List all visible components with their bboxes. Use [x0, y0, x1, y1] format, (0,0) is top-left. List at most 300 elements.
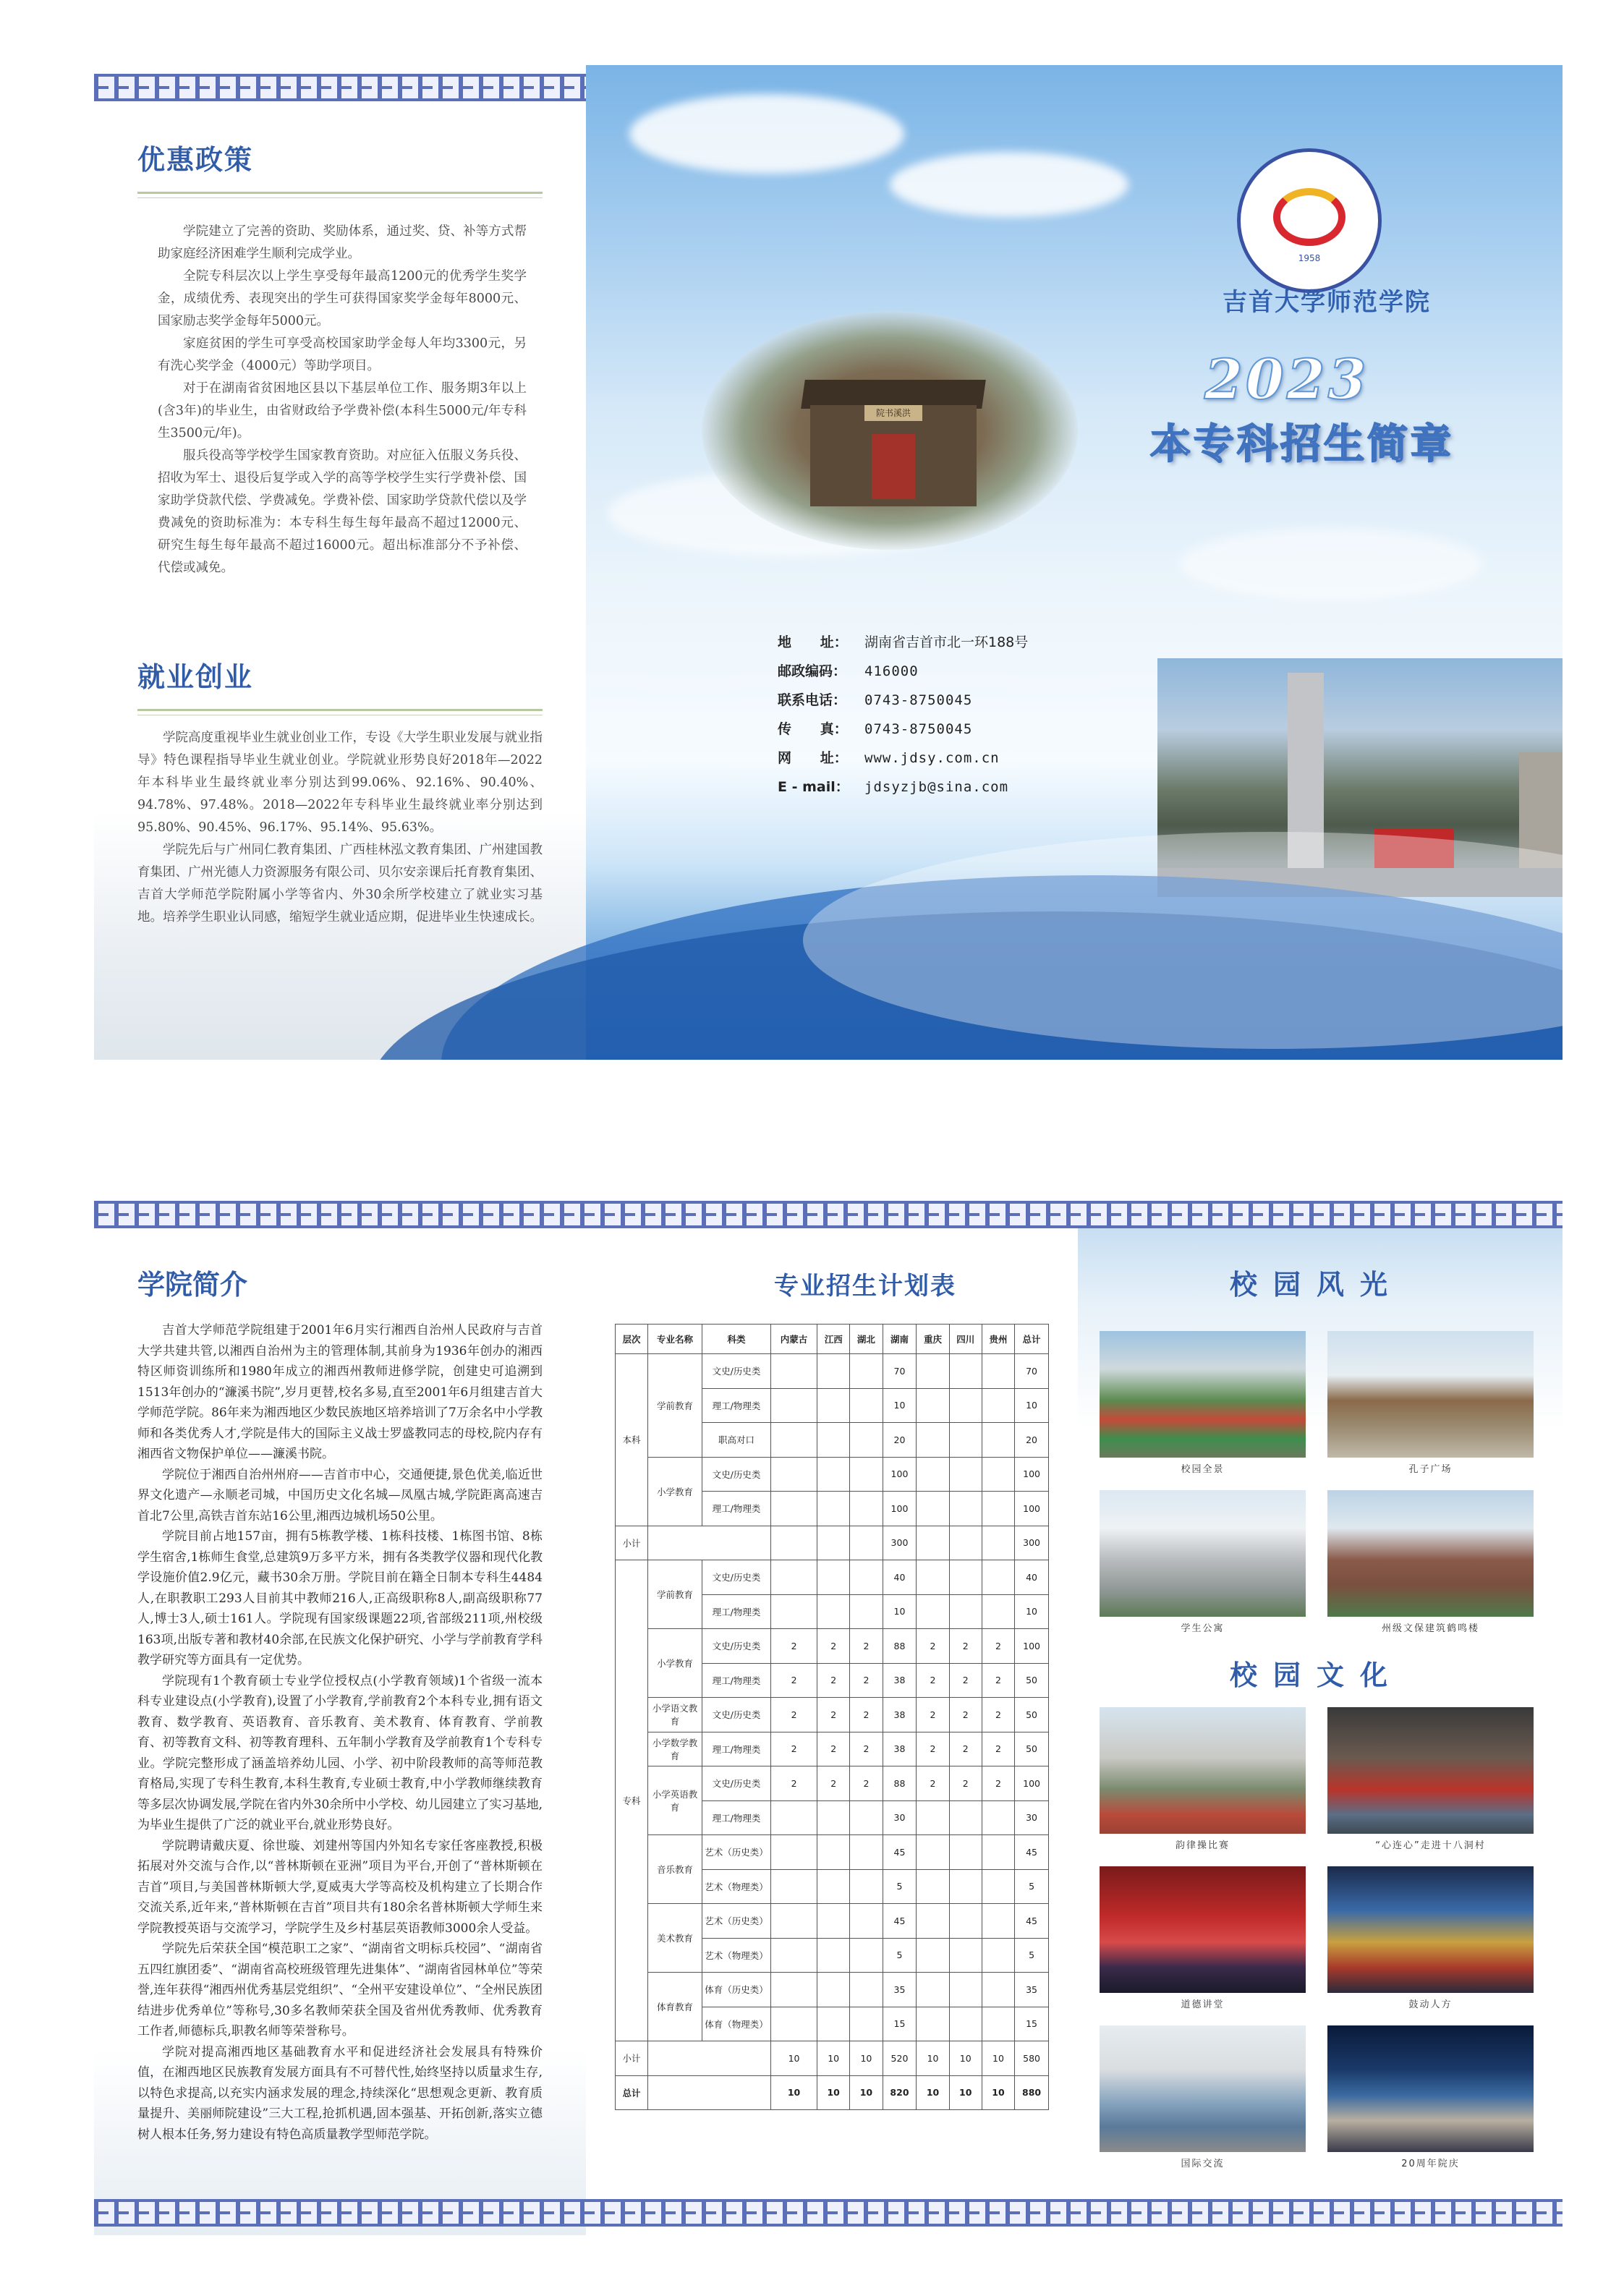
- contact-label: 联系电话：: [778, 692, 847, 708]
- summary-value-cell: [949, 1526, 982, 1560]
- value-cell: [917, 1594, 949, 1629]
- category-cell: 文史/历史类: [702, 1698, 771, 1732]
- value-cell: 2: [771, 1698, 817, 1732]
- value-cell: [771, 1973, 817, 2007]
- header-cell: 内蒙古: [771, 1325, 817, 1354]
- value-cell: 2: [982, 1629, 1014, 1664]
- value-cell: [949, 1354, 982, 1389]
- value-cell: 2: [817, 1629, 850, 1664]
- temple-sign: 院书溪洪: [864, 405, 922, 421]
- category-cell: 文史/历史类: [702, 1629, 771, 1664]
- value-cell: [771, 2007, 817, 2041]
- summary-value-cell: 10: [817, 2075, 850, 2110]
- intro-paragraph: 学院现有1个教育硕士专业学位授权点(小学教育领域)1个省级一流本科专业建设点(小学教育),设置了小学教育,学前教育2个本科专业,拥有语文教育、数学教育、英语教育、音乐教育、美术教育、体育教育、学前教育、初等教育文科、初等教育理科、五年制小学教育及学前教育1个专科专业。学院完整形成了涵盖培养幼儿园、小学、初中阶段教师的高等师范教育格局,实现了专科生教育,本科生教育,专业硕士教育,中小学教师继续教育等多层次协调发展,学院在省内外30余所中小学校、幼儿园建立了实习基地,为毕业生提供了广泛的就业平台,就业形势良好。: [137, 1673, 543, 1832]
- value-cell: [850, 1492, 883, 1526]
- value-cell: [949, 1457, 982, 1492]
- category-cell: 理工/物理类: [702, 1732, 771, 1766]
- village-visit-photo: [1327, 1707, 1534, 1834]
- value-cell: 2: [949, 1732, 982, 1766]
- contact-value: 湖南省吉首市北一环188号: [864, 634, 1029, 650]
- value-cell: [949, 1423, 982, 1458]
- header-cell: 重庆: [917, 1325, 949, 1354]
- contact-row: [778, 744, 1028, 773]
- university-name: 吉首大学师范学院: [1223, 288, 1431, 317]
- value-cell: [949, 2007, 982, 2041]
- value-cell: [771, 1869, 817, 1904]
- value-cell: [817, 1904, 850, 1939]
- value-cell: 35: [883, 1973, 917, 2007]
- category-cell: 艺术（历史类）: [702, 1904, 771, 1939]
- value-cell: 40: [1015, 1560, 1049, 1595]
- value-cell: 5: [883, 1869, 917, 1904]
- employment-title: 就业创业: [137, 661, 254, 693]
- contact-value[interactable]: www.jdsy.com.cn: [864, 750, 1000, 766]
- summary-value-cell: 10: [982, 2075, 1014, 2110]
- summary-value-cell: 300: [883, 1526, 917, 1560]
- value-cell: 50: [1015, 1663, 1049, 1698]
- value-cell: 2: [771, 1766, 817, 1801]
- table-row: [616, 1904, 1049, 1939]
- value-cell: 2: [949, 1629, 982, 1664]
- contact-row: [778, 628, 1028, 657]
- value-cell: [817, 1835, 850, 1870]
- cloud: [629, 94, 904, 174]
- value-cell: 50: [1015, 1732, 1049, 1766]
- summary-value-cell: 10: [949, 2041, 982, 2076]
- table-cell: [648, 1526, 771, 1560]
- contact-value[interactable]: jdsyzjb@sina.com: [864, 779, 1009, 795]
- category-cell: 职高对口: [702, 1423, 771, 1458]
- photo-caption: “心连心”走进十八洞村: [1375, 1840, 1486, 1851]
- value-cell: [982, 1835, 1014, 1870]
- value-cell: [817, 1594, 850, 1629]
- summary-value-cell: 880: [1015, 2075, 1049, 2110]
- major-cell: 体育教育: [648, 1973, 702, 2041]
- summary-label-cell: 小计: [616, 2041, 648, 2076]
- value-cell: [949, 1800, 982, 1835]
- summary-value-cell: 10: [850, 2041, 883, 2076]
- value-cell: 2: [917, 1766, 949, 1801]
- gallery-panel: [1078, 1201, 1563, 2235]
- value-cell: 2: [817, 1732, 850, 1766]
- photo-caption: 20周年院庆: [1401, 2159, 1460, 2169]
- decorative-border: [94, 74, 586, 101]
- value-cell: 2: [850, 1766, 883, 1801]
- left-panel: [94, 65, 586, 1060]
- value-cell: 2: [949, 1663, 982, 1698]
- value-cell: 2: [850, 1698, 883, 1732]
- level-cell: 本科: [616, 1354, 648, 1526]
- table-row: [616, 1766, 1049, 1801]
- value-cell: 2: [817, 1698, 850, 1732]
- value-cell: [917, 1492, 949, 1526]
- value-cell: 2: [850, 1732, 883, 1766]
- value-cell: [982, 1869, 1014, 1904]
- contact-label: 网 址：: [778, 750, 848, 766]
- value-cell: 30: [1015, 1800, 1049, 1835]
- value-cell: [817, 1423, 850, 1458]
- category-cell: 理工/物理类: [702, 1388, 771, 1423]
- moral-lecture-photo: [1100, 1866, 1306, 1993]
- policy-paragraph: 学院建立了完善的资助、奖励体系，通过奖、贷、补等方式帮助家庭经济困难学生顺利完成学业。: [158, 224, 527, 261]
- contact-row: [778, 686, 1028, 715]
- value-cell: [917, 1938, 949, 1973]
- value-cell: 5: [883, 1938, 917, 1973]
- major-cell: 小学语文教育: [648, 1698, 702, 1732]
- value-cell: [817, 1388, 850, 1423]
- intro-paragraph: 学院位于湘西自治州州府——吉首市中心，交通便捷,景色优美,临近世界文化遗产—永顺老司城，中国历史文化名城—凤凰古城,学院距离高速吉首北7公里,高铁吉首东站16公里,湘西边城机场50公里。: [137, 1467, 543, 1523]
- value-cell: [949, 1973, 982, 2007]
- value-cell: [771, 1457, 817, 1492]
- cover-title: 本专科招生简章: [1150, 421, 1454, 468]
- photo-caption: 孔子广场: [1408, 1464, 1453, 1475]
- value-cell: 45: [883, 1835, 917, 1870]
- value-cell: [949, 1560, 982, 1595]
- table-row: [616, 2075, 1049, 2110]
- value-cell: 100: [1015, 1457, 1049, 1492]
- value-cell: [850, 1904, 883, 1939]
- divider: [137, 192, 543, 194]
- contact-value: 416000: [864, 663, 919, 679]
- value-cell: [917, 1973, 949, 2007]
- employment-paragraph: 学院高度重视毕业生就业创业工作，专设《大学生职业发展与就业指导》特色课程指导毕业生就业创业。学院就业形势良好2018年—2022年本科毕业生最终就业率分别达到99.06%、92.16%、90.40%、94.78%、97.48%。2018—2022年专科毕业生最终就业率分别达到95.80%、90.45%、96.17%、95.14%、95.63%。: [137, 731, 543, 835]
- value-cell: [982, 1423, 1014, 1458]
- photo-caption: 道德讲堂: [1181, 1999, 1225, 2010]
- value-cell: [850, 1973, 883, 2007]
- value-cell: 2: [949, 1698, 982, 1732]
- brochure-inner-sheet: [94, 1201, 1563, 2235]
- student-apartment-photo: [1100, 1490, 1306, 1617]
- table-row: [616, 1354, 1049, 1389]
- value-cell: 38: [883, 1698, 917, 1732]
- policy-paragraph: 对于在湖南省贫困地区县以下基层单位工作、服务期3年以上(含3年)的毕业生，由省财政给予学费补偿(本科生5000元/年专科生3500元/年)。: [158, 381, 527, 441]
- value-cell: 15: [1015, 2007, 1049, 2041]
- photo-caption: 国际交流: [1181, 2159, 1225, 2169]
- table-row: [616, 1526, 1049, 1560]
- value-cell: 2: [982, 1732, 1014, 1766]
- category-cell: 文史/历史类: [702, 1560, 771, 1595]
- header-cell: 四川: [949, 1325, 982, 1354]
- value-cell: [850, 2007, 883, 2041]
- temple-door: [872, 434, 915, 499]
- value-cell: [917, 1904, 949, 1939]
- table-cell: [648, 2041, 771, 2076]
- value-cell: [817, 1973, 850, 2007]
- summary-value-cell: 10: [982, 2041, 1014, 2076]
- contact-label: E - mail：: [778, 779, 849, 795]
- value-cell: 88: [883, 1766, 917, 1801]
- value-cell: 2: [917, 1698, 949, 1732]
- summary-label-cell: 小计: [616, 1526, 648, 1560]
- value-cell: 10: [1015, 1594, 1049, 1629]
- value-cell: [917, 1835, 949, 1870]
- major-cell: 小学数学教育: [648, 1732, 702, 1766]
- value-cell: 50: [1015, 1698, 1049, 1732]
- intro-title: 学院简介: [137, 1269, 248, 1301]
- value-cell: [949, 1835, 982, 1870]
- value-cell: 15: [883, 2007, 917, 2041]
- value-cell: [917, 1869, 949, 1904]
- table-row: [616, 1560, 1049, 1595]
- scenery-title: 校园风光: [1230, 1269, 1404, 1301]
- value-cell: [982, 1938, 1014, 1973]
- summary-value-cell: 10: [817, 2041, 850, 2076]
- intro-paragraph: 学院目前占地157亩，拥有5栋教学楼、1栋科技楼、1栋图书馆、8栋学生宿舍,1栋师生食堂,总建筑9万多平方米，拥有各类教学仪器和现代化教学设施价值2.9亿元，藏书30余万册。学院目前在籍全日制本专科生4484人,在职教职工293人目前其中教师216人,正高级职称8人,副高级职称77人,博士3人,硕士161人。学院现有国家级课题22项,省部级211项,州校级163项,出版专著和教材40余部,在民族文化保护研究、小学与学前教育学科教学研究等方面具有一定优势。: [137, 1529, 543, 1667]
- value-cell: [982, 1492, 1014, 1526]
- major-cell: 小学英语教育: [648, 1766, 702, 1835]
- value-cell: [850, 1938, 883, 1973]
- level-cell: 专科: [616, 1560, 648, 2041]
- value-cell: 38: [883, 1732, 917, 1766]
- value-cell: 5: [1015, 1938, 1049, 1973]
- value-cell: [817, 1938, 850, 1973]
- category-cell: 理工/物理类: [702, 1594, 771, 1629]
- value-cell: [817, 1869, 850, 1904]
- value-cell: [917, 1423, 949, 1458]
- value-cell: [917, 2007, 949, 2041]
- heming-tower-photo: [1327, 1490, 1534, 1617]
- value-cell: 100: [1015, 1766, 1049, 1801]
- value-cell: [850, 1800, 883, 1835]
- value-cell: 20: [1015, 1423, 1049, 1458]
- decorative-border: [94, 2199, 1563, 2227]
- table-row: [616, 1835, 1049, 1870]
- major-cell: 美术教育: [648, 1904, 702, 1973]
- photo-caption: 鼓动人方: [1408, 1999, 1453, 2010]
- value-cell: [771, 1560, 817, 1595]
- cover-year: 2023: [1204, 347, 1369, 412]
- value-cell: 2: [982, 1663, 1014, 1698]
- category-cell: 文史/历史类: [702, 1766, 771, 1801]
- header-cell: 江西: [817, 1325, 850, 1354]
- value-cell: [949, 1388, 982, 1423]
- intro-text: [137, 1320, 543, 2145]
- contact-row: [778, 715, 1028, 744]
- value-cell: 45: [1015, 1904, 1049, 1939]
- value-cell: [817, 1457, 850, 1492]
- value-cell: 100: [1015, 1629, 1049, 1664]
- value-cell: 35: [1015, 1973, 1049, 2007]
- contact-value: 0743-8750045: [864, 692, 973, 708]
- category-cell: 体育（物理类）: [702, 2007, 771, 2041]
- intro-paragraph: 吉首大学师范学院组建于2001年6月实行湘西自治州人民政府与吉首大学共建共管,以湘西自治州为主的管理体制,其前身为1936年创办的湘西特区师资训练所和1980年成立的湘西州教师进修学院，创建史可追溯到1513年创办的“濂溪书院”,岁月更替,校名多易,直至2001年6月组建吉首大学师范学院。86年来为湘西地区少数民族地区培养培训了7万余名中小学教师和各类优秀人才,学院是伟大的国际主义战士罗盛教同志的母校,院内存有湘西省文物保护单位——濂溪书院。: [137, 1323, 543, 1461]
- value-cell: [917, 1560, 949, 1595]
- value-cell: [949, 1904, 982, 1939]
- value-cell: [850, 1869, 883, 1904]
- anniversary-photo: [1327, 2025, 1534, 2152]
- table-row: [616, 2041, 1049, 2076]
- photo-caption: 学生公寓: [1181, 1623, 1225, 1634]
- value-cell: [771, 1354, 817, 1389]
- value-cell: [817, 1560, 850, 1595]
- value-cell: [949, 1492, 982, 1526]
- table-cell: [648, 2075, 771, 2110]
- table-row: [616, 1698, 1049, 1732]
- intro-paragraph: 学院聘请戴庆夏、徐世璇、刘建州等国内外知名专家任客座教授,积极拓展对外交流与合作,以“普林斯顿在亚洲”项目为平台,开创了“普林斯顿在吉首”项目,与美国普林斯顿大学,夏威夷大学等高校及机构建立了长期合作交流关系,近年来,“普林斯顿在吉首”项目共有180余名普林斯顿大学师生来学院教授英语与交流学习，学院学生及乡村基层英语教师3000余人受益。: [137, 1838, 543, 1936]
- category-cell: 理工/物理类: [702, 1663, 771, 1698]
- value-cell: [850, 1835, 883, 1870]
- value-cell: [982, 1800, 1014, 1835]
- value-cell: [817, 1492, 850, 1526]
- temple-roof: [801, 380, 986, 409]
- value-cell: 38: [883, 1663, 917, 1698]
- value-cell: [817, 1354, 850, 1389]
- value-cell: [771, 1594, 817, 1629]
- value-cell: [982, 1388, 1014, 1423]
- summary-value-cell: [817, 1526, 850, 1560]
- summary-label-cell: 总计: [616, 2075, 648, 2110]
- value-cell: 2: [949, 1766, 982, 1801]
- value-cell: 2: [982, 1698, 1014, 1732]
- summary-value-cell: [917, 1526, 949, 1560]
- major-cell: 学前教育: [648, 1560, 702, 1629]
- value-cell: [982, 1354, 1014, 1389]
- summary-value-cell: 820: [883, 2075, 917, 2110]
- cloud: [890, 152, 1128, 217]
- value-cell: [917, 1457, 949, 1492]
- employment-paragraph: 学院先后与广州同仁教育集团、广西桂林泓文教育集团、广州建国教育集团、广州光德人力资源服务有限公司、贝尔安亲课后托育教育集团、吉首大学师范学院附属小学等省内、外30余所学校建立了就业实习基地。培养学生职业认同感，缩短学生就业适应期，促进毕业生快速成长。: [137, 843, 543, 924]
- category-cell: 艺术（物理类）: [702, 1938, 771, 1973]
- contact-label: 邮政编码：: [778, 663, 847, 679]
- value-cell: [982, 2007, 1014, 2041]
- value-cell: 2: [917, 1663, 949, 1698]
- value-cell: 70: [883, 1354, 917, 1389]
- category-cell: 文史/历史类: [702, 1354, 771, 1389]
- cloud: [1179, 528, 1483, 600]
- header-cell: 湖南: [883, 1325, 917, 1354]
- value-cell: [982, 1904, 1014, 1939]
- value-cell: [771, 1492, 817, 1526]
- header-cell: 层次: [616, 1325, 648, 1354]
- value-cell: [850, 1354, 883, 1389]
- rhythm-gymnastics-photo: [1100, 1707, 1306, 1834]
- value-cell: 2: [771, 1732, 817, 1766]
- photo-caption: 韵律操比赛: [1175, 1840, 1230, 1851]
- value-cell: 2: [850, 1629, 883, 1664]
- policy-paragraph: 服兵役高等学校学生国家教育资助。对应征入伍服义务兵役、招收为军士、退役后复学或入学的高等学校学生实行学费补偿、国家助学贷款代偿、学费减免。学费补偿、国家助学贷款代偿以及学费减免的资助标准为：本专科生每生每年最高不超过12000元、研究生每生每年最高不超过16000元。超出标准部分不予补偿、代偿或减免。: [158, 448, 527, 575]
- table-row: [616, 1973, 1049, 2007]
- header-cell: 科类: [702, 1325, 771, 1354]
- value-cell: 100: [1015, 1492, 1049, 1526]
- category-cell: 理工/物理类: [702, 1492, 771, 1526]
- value-cell: 10: [883, 1388, 917, 1423]
- summary-value-cell: 10: [850, 2075, 883, 2110]
- value-cell: 10: [883, 1594, 917, 1629]
- value-cell: 10: [1015, 1388, 1049, 1423]
- value-cell: [850, 1423, 883, 1458]
- table-row: [616, 1629, 1049, 1664]
- contact-info: [778, 628, 1028, 802]
- category-cell: 体育（历史类）: [702, 1973, 771, 2007]
- intro-paragraph: 学院先后荣获全国“模范职工之家”、“湖南省文明标兵校园”、“湖南省五四红旗团委”、“湖南省高校班级管理先进集体”、“湖南省园林单位”等荣誉,连年获得“湘西州优秀基层党组织”、“全州平安建设单位”、“全州民族团结进步优秀单位”等称号,30多名教师荣获全国及省州优秀教师、优秀教育工作者,师德标兵,职教名师等荣誉称号。: [137, 1942, 543, 2038]
- category-cell: 文史/历史类: [702, 1457, 771, 1492]
- plan-title: 专业招生计划表: [774, 1272, 956, 1301]
- campus-panorama-photo: [1100, 1331, 1306, 1458]
- value-cell: [982, 1560, 1014, 1595]
- value-cell: [982, 1457, 1014, 1492]
- value-cell: [917, 1388, 949, 1423]
- summary-value-cell: 520: [883, 2041, 917, 2076]
- photo-caption: 州级文保建筑鹤鸣楼: [1381, 1623, 1479, 1634]
- logo-year: 1958: [1298, 253, 1321, 263]
- divider: [137, 709, 543, 711]
- photo-caption: 校园全景: [1181, 1464, 1225, 1475]
- value-cell: 20: [883, 1423, 917, 1458]
- value-cell: 45: [1015, 1835, 1049, 1870]
- value-cell: [850, 1560, 883, 1595]
- value-cell: [850, 1457, 883, 1492]
- value-cell: [771, 1423, 817, 1458]
- value-cell: [949, 1594, 982, 1629]
- value-cell: [850, 1594, 883, 1629]
- value-cell: 100: [883, 1492, 917, 1526]
- summary-value-cell: 10: [949, 2075, 982, 2110]
- drum-performance-photo: [1327, 1866, 1534, 1993]
- category-cell: 艺术（物理类）: [702, 1869, 771, 1904]
- value-cell: 2: [917, 1732, 949, 1766]
- value-cell: [949, 1938, 982, 1973]
- table-header-row: [616, 1325, 1049, 1354]
- summary-value-cell: 10: [917, 2041, 949, 2076]
- value-cell: [817, 1800, 850, 1835]
- confucius-square-photo: [1327, 1331, 1534, 1458]
- value-cell: [982, 1594, 1014, 1629]
- summary-value-cell: [850, 1526, 883, 1560]
- value-cell: 2: [771, 1629, 817, 1664]
- summary-value-cell: 10: [917, 2075, 949, 2110]
- value-cell: [771, 1835, 817, 1870]
- value-cell: 2: [817, 1766, 850, 1801]
- enrollment-plan-table: [615, 1324, 1049, 2110]
- contact-row: [778, 773, 1028, 802]
- university-logo: [1237, 148, 1382, 293]
- international-exchange-photo: [1100, 2025, 1306, 2152]
- value-cell: [771, 1388, 817, 1423]
- summary-value-cell: [982, 1526, 1014, 1560]
- category-cell: 艺术（历史类）: [702, 1835, 771, 1870]
- policy-paragraph: 家庭贫困的学生可享受高校国家助学金每人年均3300元，另有洗心奖学金（4000元）等助学项目。: [158, 336, 527, 373]
- header-cell: 湖北: [850, 1325, 883, 1354]
- contact-label: 传 真：: [778, 721, 848, 737]
- summary-value-cell: [771, 1526, 817, 1560]
- header-cell: 总计: [1015, 1325, 1049, 1354]
- policy-text: [158, 221, 527, 579]
- table-row: [616, 1457, 1049, 1492]
- value-cell: [771, 1938, 817, 1973]
- cover-panel: [586, 65, 1563, 1060]
- value-cell: [982, 1973, 1014, 2007]
- brochure-outer-sheet: [94, 65, 1563, 1060]
- culture-title: 校园文化: [1230, 1659, 1404, 1691]
- major-cell: 小学教育: [648, 1457, 702, 1526]
- policy-title: 优惠政策: [137, 144, 254, 176]
- value-cell: [771, 1800, 817, 1835]
- summary-value-cell: 10: [771, 2041, 817, 2076]
- decorative-border: [94, 1201, 1563, 1228]
- value-cell: [817, 2007, 850, 2041]
- major-cell: 音乐教育: [648, 1835, 702, 1904]
- table-row: [616, 1732, 1049, 1766]
- value-cell: 2: [850, 1663, 883, 1698]
- temple-photo: [702, 311, 1078, 550]
- policy-paragraph: 全院专科层次以上学生享受每年最高1200元的优秀学生奖学金，成绩优秀、表现突出的学生可获得国家奖学金每年8000元、国家励志奖学金每年5000元。: [158, 269, 527, 328]
- summary-value-cell: 580: [1015, 2041, 1049, 2076]
- value-cell: 30: [883, 1800, 917, 1835]
- value-cell: 5: [1015, 1869, 1049, 1904]
- value-cell: 88: [883, 1629, 917, 1664]
- value-cell: 45: [883, 1904, 917, 1939]
- value-cell: 2: [982, 1766, 1014, 1801]
